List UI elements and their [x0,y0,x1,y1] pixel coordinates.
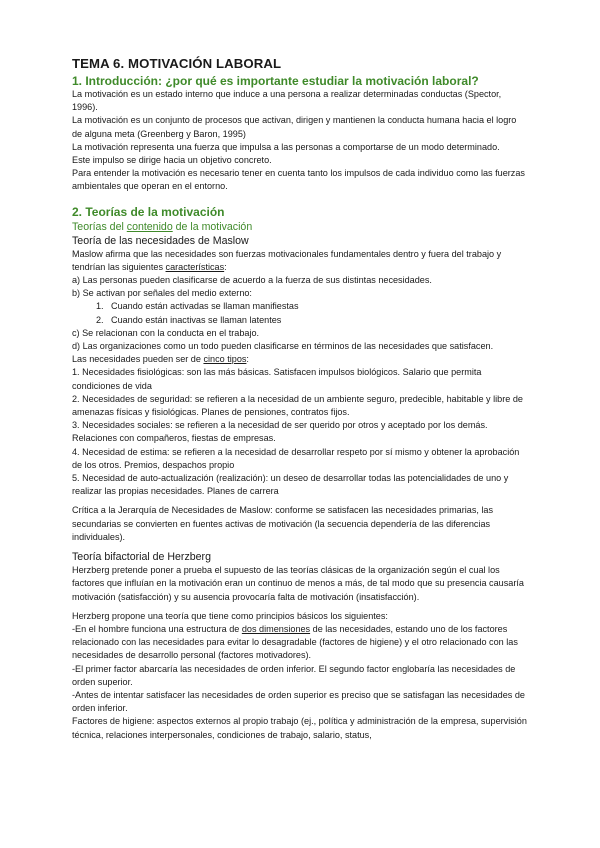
maslow-point-b: b) Se activan por señales del medio externo: [72,288,252,299]
needs-types-intro: Las necesidades pueden ser de cinco tipos: [72,354,249,365]
hygiene-factors: Factores de higiene: aspectos externos al propio trabajo (ej., política y administración de la empresa, supervisión técnica, relaciones interpersonales, condiciones de trabajo, salario, status, [72,716,527,740]
content-theories-subheading: Teorías del contenido de la motivación [72,220,253,233]
herzberg-principles-intro: Herzberg propone una teoría que tiene como principios básicos los siguientes: [72,610,388,621]
activation-list [72,300,528,326]
maslow-heading: Teoría de las necesidades de Maslow [72,234,249,247]
section-1-heading: 1. Introducción: ¿por qué es importante estudiar la motivación laboral? [72,74,479,88]
herzberg-principle: -El primer factor abarcaría las necesidades de orden inferior. El segundo factor englobaría las necesidades de orden superior. [72,663,516,687]
paragraph: Para entender la motivación es necesario tener en cuenta tanto los impulsos de cada individuo como las fuerzas ambientales que operan en el entorno. [72,168,525,192]
maslow-point-a: a) Las personas pueden clasificarse de acuerdo a la fuerza de sus distintas necesidades. [72,275,432,286]
maslow-critique: Crítica a la Jerarquía de Necesidades de Maslow: conforme se satisfacen las necesidades primarias, las secundarias se convierten en fuentes activas de motivación (la secuencia dependería de las diferencias individuales). [72,505,494,542]
section-2-heading: 2. Teorías de la motivación [72,204,225,219]
underlined-term: cinco tipos [203,354,247,365]
document-title: TEMA 6. MOTIVACIÓN LABORAL [72,56,282,71]
underlined-term: características [165,261,225,272]
herzberg-principle: -Antes de intentar satisfacer las necesidades de orden superior es preciso que se satisfagan las necesidades de orden inferior. [72,689,525,714]
need-type-item: 1. Necesidades fisiológicas: son las más básicas. Satisfacen impulsos biológicos. Salario que permita condiciones de vida [72,367,482,391]
paragraph: La motivación es un estado interno que induce a una persona a realizar determinadas conductas (Spector, 1996). [72,89,502,113]
need-type-item: 5. Necesidad de auto-actualización (realización): un deseo de desarrollar todas las potencialidades de uno y realizar las propias necesidades. Planes de carrera [72,473,509,497]
maslow-point-c: c) Se relacionan con la conducta en el trabajo. [72,327,260,338]
paragraph: La motivación es un conjunto de procesos que activan, dirigen y mantienen la conducta humana hacia el logro de alguna meta (Greenberg y Baron, 1995) [72,115,517,139]
paragraph: Este impulso se dirige hacia un objetivo concreto. [72,155,272,166]
herzberg-principle: -En el hombre funciona una estructura de dos dimensiones de las necesidades, estando uno de los factores relacionado con las necesidades para evitar lo desagradable (factores de higiene) y el otro relacionado con las necesidades de desarrollo personal (factores motivadores). [72,623,518,661]
paragraph: La motivación representa una fuerza que impulsa a las personas a comportarse de un modo determinado. [72,141,500,152]
herzberg-paragraph: Herzberg pretende poner a prueba el supuesto de las teorías clásicas de la organización según el cual los factores que influían en la motivación eran un continuo de menos a más, de tal modo que su presencia causaría motivación (satisfacción) y su ausencia provocaría falta de motivación (insatisfacción). [72,565,524,602]
need-type-item: 3. Necesidades sociales: se refieren a la necesidad de ser querido por otros y aceptado por los demás. Relaciones con compañeros, fiestas de empresas. [72,420,488,444]
maslow-point-d: d) Las organizaciones como un todo pueden clasificarse en términos de las necesidades que satisfacen. [72,341,494,352]
maslow-intro: Maslow afirma que las necesidades son fuerzas motivacionales fundamentales dentro y fuera del trabajo y tendrían las siguientes características: [72,248,502,272]
list-item: 2. Cuando están inactivas se llaman latentes [96,314,282,325]
underlined-term: dos dimensiones [241,623,311,634]
list-item: 1. Cuando están activadas se llaman manifiestas [96,301,299,312]
need-type-item: 2. Necesidades de seguridad: se refieren a la necesidad de un ambiente seguro, predecible, habitable y libre de amenazas físicas y fisiológicas. Planes de pensiones, contratos fijos. [72,393,523,418]
herzberg-heading: Teoría bifactorial de Herzberg [72,551,211,564]
underlined-term: contenido [126,220,173,233]
need-type-item: 4. Necesidad de estima: se refieren a la necesidad de desarrollar respeto por sí mismo y obtener la aprobación de los otros. Premios, despachos propio [72,446,520,470]
